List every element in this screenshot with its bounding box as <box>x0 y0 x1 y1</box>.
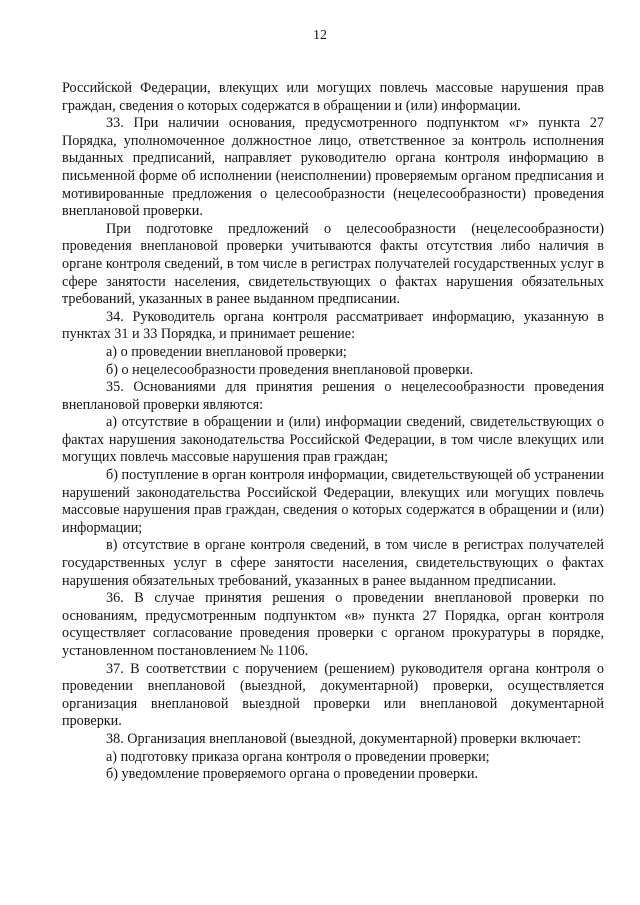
paragraph: б) поступление в орган контроля информации, свидетельствующей об устранении нарушений законодательства Российской Федерации, влекущих или могущих повлечь массовые нарушения прав граждан, сведения о которых содержатся в обращении и (или) информации; <box>62 467 605 536</box>
paragraph: а) подготовку приказа органа контроля о проведении проверки; <box>106 748 490 765</box>
paragraph: 33. При наличии основания, предусмотренного подпунктом «г» пункта 27 Порядка, уполномоченное должностное лицо, ответственное за контроль исполнения выданных предписаний, направляет руководителю органа контроля информацию в письменной форме об исполнении (неисполнении) проверяемым органом предписания и мотивированные предложения о целесообразности (нецелесообразности) проведения внеплановой проверки. <box>62 115 604 220</box>
paragraph: 38. Организация внеплановой (выездной, документарной) проверки включает: <box>106 730 582 747</box>
paragraph: 36. В случае принятия решения о проведении внеплановой проверки по основаниям, предусмотренным подпунктом «в» пункта 27 Порядка, орган контроля осуществляет согласование проведения проверки с органом прокуратуры в порядке, установленном постановлением № 1106. <box>62 590 604 659</box>
document-body <box>62 80 604 784</box>
paragraph: а) отсутствие в обращении и (или) информации сведений, свидетельствующих о фактах нарушения законодательства Российской Федерации, в том числе влекущих или могущих повлечь массовые нарушения прав граждан; <box>62 414 604 466</box>
paragraph: б) уведомление проверяемого органа о проведении проверки. <box>106 766 479 783</box>
paragraph: Российской Федерации, влекущих или могущих повлечь массовые нарушения прав граждан, сведения о которых содержатся в обращении и (или) информации. <box>62 80 604 114</box>
paragraph: в) отсутствие в органе контроля сведений, в том числе в регистрах получателей государственных услуг в сфере занятости населения, свидетельствующих о фактах нарушения обязательных требований, указанных в ранее выданном предписании. <box>62 537 604 589</box>
paragraph: При подготовке предложений о целесообразности (нецелесообразности) проведения внеплановой проверки учитываются факты отсутствия либо наличия в органе контроля сведений, в том числе в регистрах получателей государственных услуг в сфере занятости населения, свидетельствующих о фактах нарушения обязательных требований, указанных в ранее выданном предписании. <box>62 220 604 308</box>
paragraph: 37. В соответствии с поручением (решением) руководителя органа контроля о проведении внеплановой (выездной, документарной) проверки, осуществляется организация внеплановой выездной проверки или внеплановой документарной проверки. <box>62 660 604 730</box>
paragraph: 35. Основаниями для принятия решения о нецелесообразности проведения внеплановой проверки являются: <box>62 379 604 413</box>
paragraph: б) о нецелесообразности проведения внеплановой проверки. <box>106 361 474 378</box>
paragraph: а) о проведении внеплановой проверки; <box>106 343 347 360</box>
paragraph: 34. Руководитель органа контроля рассматривает информацию, указанную в пунктах 31 и 33 Порядка, и принимает решение: <box>62 308 604 343</box>
page-number: 12 <box>313 28 327 43</box>
